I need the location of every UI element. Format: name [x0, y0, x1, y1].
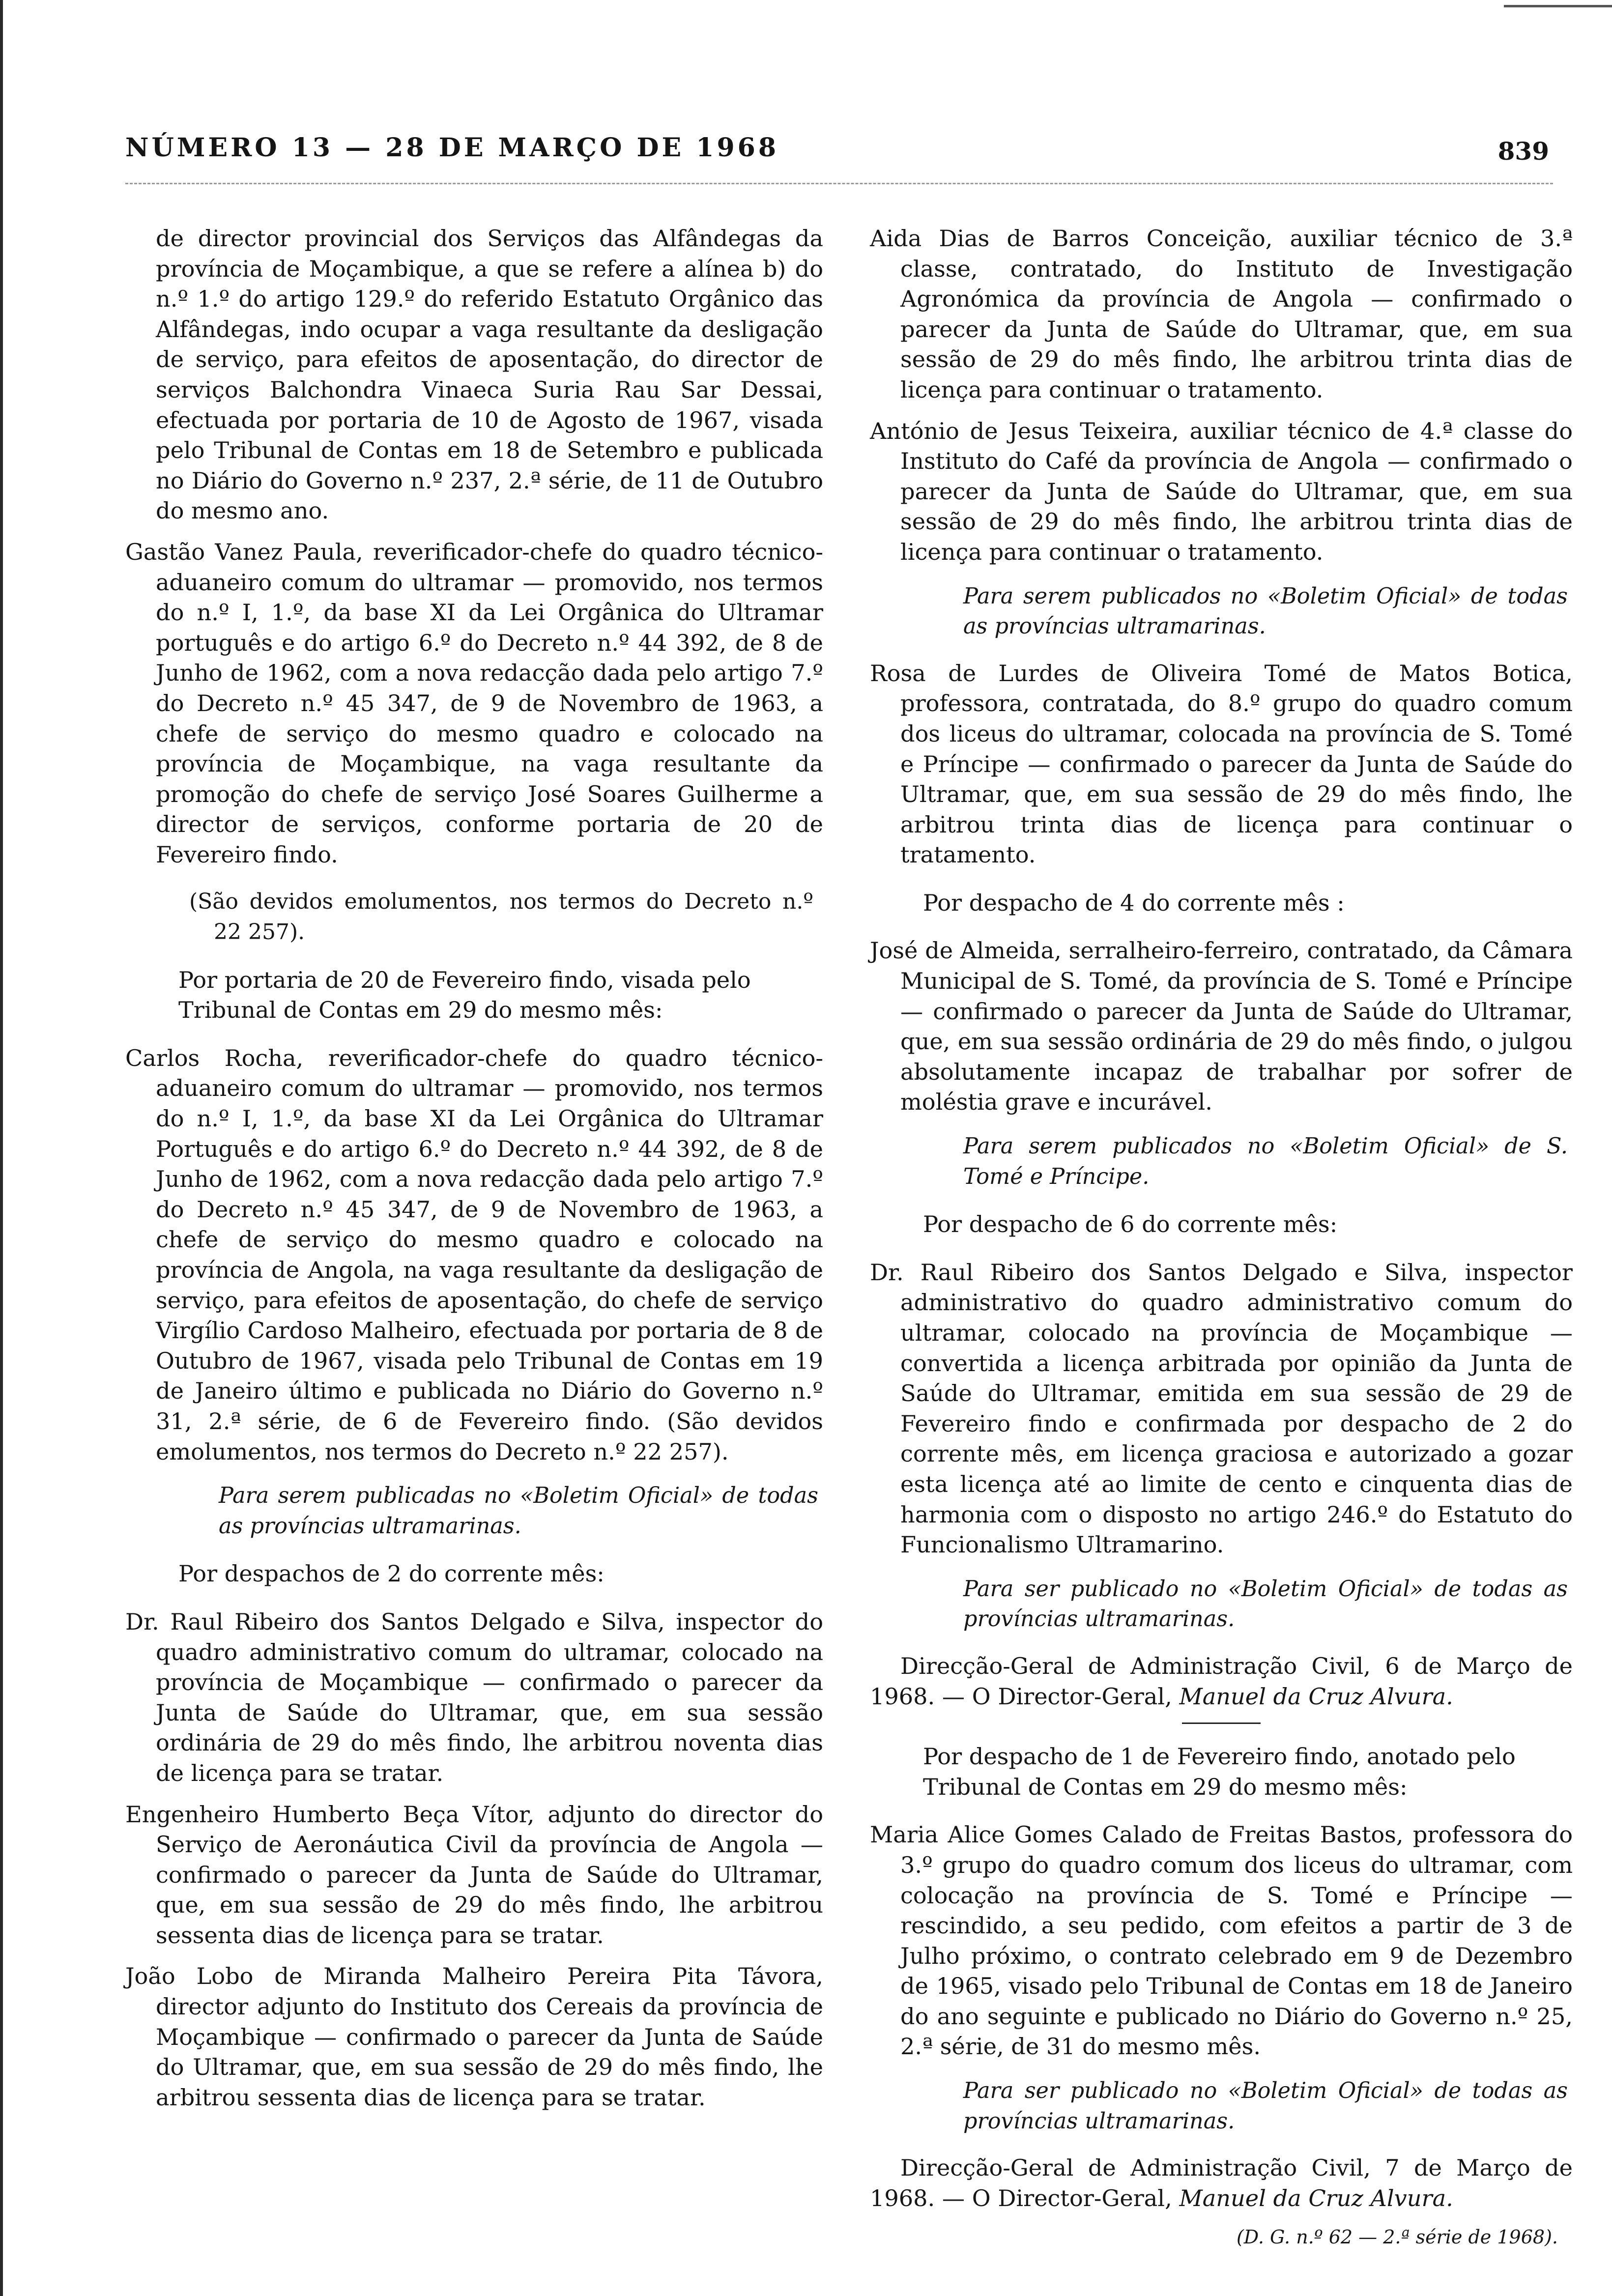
publication-note: Para serem publicados no «Boletim Oficial» de todas as províncias ultramarinas.: [963, 583, 1568, 639]
page-number: 839: [1497, 137, 1549, 166]
signatory: Manuel da Cruz Alvura.: [1179, 1683, 1453, 1710]
entry-gastao-vanez-paula: Gastão Vanez Paula, reverificador-chefe do quadro técnico-aduaneiro comum do ultramar — promovido, nos termos do n.º I, 1.º, da base XI da Lei Orgânica do Ultramar português e do artigo 6.º do Decreto n.º 44 392, de 8 de Junho de 1962, com a nova redacção dada pelo artigo 7.º do Decreto n.º 45 347, de 9 de Novembro de 1963, a chefe de serviço do mesmo quadro e colocado na província de Moçambique, na vaga resultante da promoção do chefe de serviço José Soares Guilherme a director de serviços, conforme portaria de 20 de Fevereiro findo.: [125, 538, 823, 868]
entry-continuation: de director provincial dos Serviços das Alfândegas da província de Moçambique, a que se refere a alínea b) do n.º 1.º do artigo 129.º do referido Estatuto Orgânico das Alfândegas, indo ocupar a vaga resultante da desligação de serviço, para efeitos de aposentação, do director de serviços Balchondra Vinaeca Suria Rau Sar Dessai, efectuada por portaria de 10 de Agosto de 1967, visada pelo Tribunal de Contas em 18 de Setembro e publicada no Diário do Governo n.º 237, 2.ª série, de 11 de Outubro do mesmo ano.: [156, 225, 823, 524]
issue-line: NÚMERO 13 — 28 DE MARÇO DE 1968: [125, 133, 779, 163]
entry-humberto-beca-vitor: Engenheiro Humberto Beça Vítor, adjunto do director do Serviço de Aeronáutica Civil da província de Angola — confirmado o parecer da Junta de Saúde do Ultramar, que, em sua sessão de 29 do mês findo, lhe arbitrou sessenta dias de licença para se tratar.: [125, 1801, 823, 1949]
signoff-text: Direcção-Geral de Administração Civil, 7 de Março de 1968. — O Director-Geral,: [870, 2154, 1573, 2211]
section-heading: Por portaria de 20 de Fevereiro findo, visada pelo Tribunal de Contas em 29 do mesmo mês:: [178, 966, 751, 1024]
source-reference: (D. G. n.º 62 — 2.ª série de 1968).: [1236, 2226, 1558, 2248]
entry-aida-dias: Aida Dias de Barros Conceição, auxiliar técnico de 3.ª classe, contratado, do Instituto de Investigação Agronómica da província de Angola — confirmado o parecer da Junta de Saúde do Ultramar, que, em sua sessão de 29 do mês findo, lhe arbitrou trinta dias de licença para continuar o tratamento.: [870, 225, 1573, 403]
scan-edge-top: [1504, 5, 1612, 7]
entry-antonio-teixeira: António de Jesus Teixeira, auxiliar técnico de 4.ª classe do Instituto do Café da província de Angola — confirmado o parecer da Junta de Saúde do Ultramar, que, em sua sessão de 29 do mês findo, lhe arbitrou trinta dias de licença para continuar o tratamento.: [870, 417, 1573, 565]
section-heading: Por despacho de 1 de Fevereiro findo, anotado pelo Tribunal de Contas em 29 do mesmo mês:: [923, 1743, 1516, 1800]
section-divider: [1182, 1722, 1261, 1724]
entry-rosa-botica: Rosa de Lurdes de Oliveira Tomé de Matos Botica, professora, contratada, do 8.º grupo do quadro comum dos liceus do ultramar, colocada na província de S. Tomé e Príncipe — confirmado o parecer da Junta de Saúde do Ultramar, que, em sua sessão de 29 do mês findo, lhe arbitrou trinta dias de licença para continuar o tratamento.: [870, 660, 1573, 868]
signoff-text: Direcção-Geral de Administração Civil, 6 de Março de 1968. — O Director-Geral,: [870, 1652, 1573, 1710]
section-heading: Por despachos de 2 do corrente mês:: [178, 1560, 604, 1587]
entry-maria-alice-bastos: Maria Alice Gomes Calado de Freitas Bastos, professora do 3.º grupo do quadro comum dos liceus do ultramar, com colocação na província de S. Tomé e Príncipe — rescindido, a seu pedido, com efeitos a partir de 3 de Julho próximo, o contrato celebrado em 9 de Dezembro de 1965, visado pelo Tribunal de Contas em 18 de Janeiro do ano seguinte e publicado no Diário do Governo n.º 25, 2.ª série, de 31 do mesmo mês.: [870, 1821, 1573, 2060]
entry-jose-almeida: José de Almeida, serralheiro-ferreiro, contratado, da Câmara Municipal de S. Tomé, da província de S. Tomé e Príncipe — confirmado o parecer da Junta de Saúde do Ultramar, que, em sua sessão ordinária de 29 do mês findo, o julgou absolutamente incapaz de trabalhar por sofrer de moléstia grave e incurável.: [870, 937, 1573, 1116]
signatory: Manuel da Cruz Alvura.: [1179, 2184, 1453, 2211]
section-heading: Por despacho de 6 do corrente mês:: [923, 1211, 1338, 1238]
page-header: [125, 133, 1549, 167]
scan-edge: [0, 0, 3, 2296]
entry-carlos-rocha: Carlos Rocha, reverificador-chefe do quadro técnico-aduaneiro comum do ultramar — promovido, nos termos do n.º I, 1.º, da base XI da Lei Orgânica do Ultramar Português e do artigo 6.º do Decreto n.º 44 392, de 8 de Junho de 1962, com a nova redacção dada pelo artigo 7.º do Decreto n.º 45 347, de 9 de Novembro de 1963, a chefe de serviço do mesmo quadro e colocado na província de Angola, na vaga resultante da desligação de serviço, para efeitos de aposentação, do chefe de serviço Virgílio Cardoso Malheiro, efectuada por portaria de 8 de Outubro de 1967, visada pelo Tribunal de Contas em 19 de Janeiro último e publicada no Diário do Governo n.º 31, 2.ª série, de 6 de Fevereiro findo. (São devidos emolumentos, nos termos do Decreto n.º 22 257).: [125, 1044, 823, 1465]
publication-note: Para serem publicadas no «Boletim Oficial» de todas as províncias ultramarinas.: [219, 1483, 818, 1539]
right-column: [870, 224, 1573, 2271]
entry-raul-ribeiro: Dr. Raul Ribeiro dos Santos Delgado e Silva, inspector do quadro administrativo comum do ultramar, colocado na província de Moçambique — confirmado o parecer da Junta de Saúde do Ultramar, que, em sua sessão ordinária de 29 do mês findo, lhe arbitrou noventa dias de licença para se tratar.: [125, 1608, 823, 1786]
signoff: [870, 2153, 1573, 2213]
emolument-note: (São devidos emolumentos, nos termos do Decreto n.º 22 257).: [189, 889, 813, 945]
entry-joao-lobo: João Lobo de Miranda Malheiro Pereira Pita Távora, director adjunto do Instituto dos Cereais da província de Moçambique — confirmado o parecer da Junta de Saúde do Ultramar, que, em sua sessão de 29 do mês findo, lhe arbitrou sessenta dias de licença para se tratar.: [125, 1963, 823, 2111]
header-rule: [125, 183, 1553, 184]
section-heading: Por despacho de 4 do corrente mês :: [923, 889, 1345, 916]
publication-note: Para ser publicado no «Boletim Oficial» de todas as províncias ultramarinas.: [963, 2078, 1568, 2134]
publication-note: Para serem publicados no «Boletim Oficial» de S. Tomé e Príncipe.: [963, 1134, 1568, 1189]
left-column: [125, 224, 823, 2124]
publication-note: Para ser publicado no «Boletim Oficial» de todas as províncias ultramarinas.: [963, 1576, 1568, 1632]
entry-raul-ribeiro-licence: Dr. Raul Ribeiro dos Santos Delgado e Silva, inspector administrativo do quadro administrativo comum do ultramar, colocado na província de Moçambique — convertida a licença arbitrada por opinião da Junta de Saúde do Ultramar, emitida em sua sessão de 29 de Fevereiro findo e confirmada por despacho de 2 do corrente mês, em licença graciosa e autorizado a gozar esta licença até ao limite de cento e cinquenta dias de harmonia com o disposto no artigo 246.º do Estatuto do Funcionalismo Ultramarino.: [870, 1259, 1573, 1558]
signoff: [870, 1651, 1573, 1712]
